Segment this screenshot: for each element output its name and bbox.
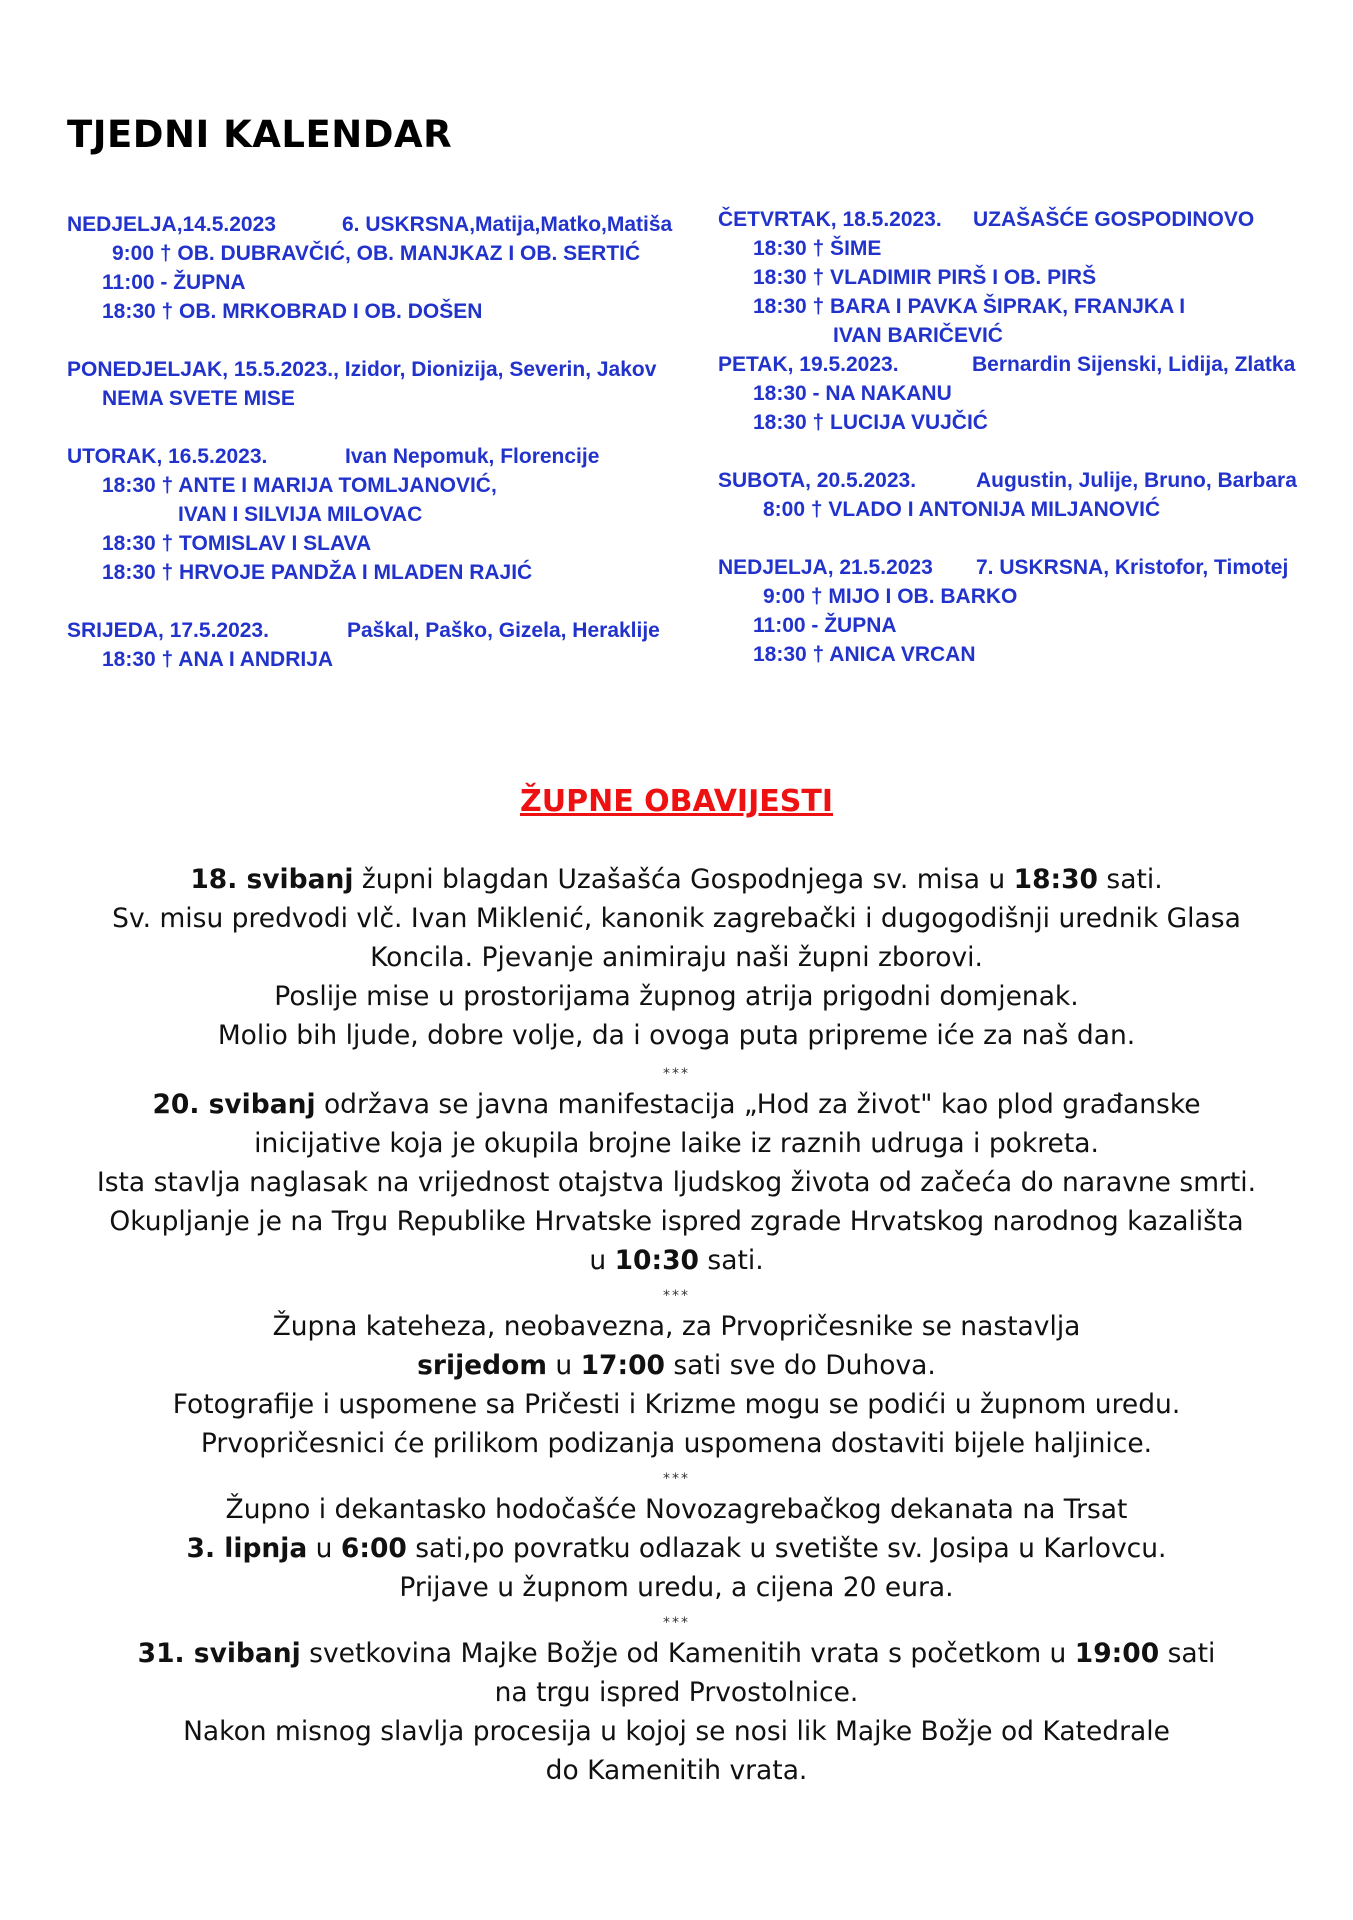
notices-body bbox=[40, 860, 1313, 1790]
notice-line: inicijative koja je okupila brojne laike iz raznih udruga i pokreta. bbox=[254, 1128, 1099, 1159]
mass-entry: 18:30 † TOMISLAV I SLAVA bbox=[102, 532, 372, 555]
day-header bbox=[67, 442, 687, 471]
day-header bbox=[67, 355, 687, 384]
day-feast: UZAŠAŠĆE GOSPODINOVO bbox=[973, 208, 1255, 231]
notice-line: Poslije mise u prostorijama župnog atrija prigodni domjenak. bbox=[274, 981, 1079, 1012]
mass-entry-continued: IVAN I SILVIJA MILOVAC bbox=[178, 503, 423, 526]
mass-entry: 18:30 † ŠIME bbox=[753, 237, 882, 260]
day-feast: Paškal, Paško, Gizela, Heraklije bbox=[347, 619, 660, 642]
mass-entry: 9:00 † MIJO I OB. BARKO bbox=[763, 585, 1018, 608]
mass-entry: 18:30 † LUCIJA VUJČIĆ bbox=[753, 411, 988, 434]
notice-line: do Kamenitih vrata. bbox=[545, 1755, 808, 1786]
separator: *** bbox=[663, 1066, 690, 1082]
notice-line: Prijave u župnom uredu, a cijena 20 eura. bbox=[399, 1572, 954, 1603]
mass-entry: 18:30 - NA NAKANU bbox=[753, 382, 952, 405]
notice-line: na trgu ispred Prvostolnice. bbox=[494, 1677, 859, 1708]
mass-entry: 11:00 - ŽUPNA bbox=[753, 614, 897, 637]
notice-line: 3. lipnja u 6:00 sati,po povratku odlazak u svetište sv. Josipa u Karlovcu. bbox=[186, 1533, 1167, 1564]
notice-line: 31. svibanj svetkovina Majke Božje od Kamenitih vrata s početkom u 19:00 sati bbox=[137, 1638, 1216, 1669]
day-date: PONEDJELJAK, 15.5.2023., Izidor, Dionizija, Severin, Jakov bbox=[67, 358, 657, 381]
mass-entry: 18:30 † OB. MRKOBRAD I OB. DOŠEN bbox=[102, 300, 483, 323]
day-feast: 6. USKRSNA,Matija,Matko,Matiša bbox=[342, 213, 673, 236]
notice-line: Prvopričesnici će prilikom podizanja uspomena dostaviti bijele haljinice. bbox=[200, 1428, 1153, 1459]
notice-line: Koncila. Pjevanje animiraju naši župni zborovi. bbox=[370, 942, 983, 973]
calendar-right-column bbox=[718, 205, 1338, 669]
day-feast: Bernardin Sijenski, Lidija, Zlatka bbox=[972, 353, 1296, 376]
notice-line: srijedom u 17:00 sati sve do Duhova. bbox=[417, 1350, 936, 1381]
mass-entry: 18:30 † BARA I PAVKA ŠIPRAK, FRANJKA I bbox=[753, 295, 1186, 318]
day-date: NEDJELJA,14.5.2023 bbox=[67, 213, 276, 236]
day-date: PETAK, 19.5.2023. bbox=[718, 353, 899, 376]
notice-line: Župna kateheza, neobavezna, za Prvopričesnike se nastavlja bbox=[272, 1311, 1081, 1342]
notices-heading: ŽUPNE OBAVIJESTI bbox=[520, 784, 833, 819]
calendar-left-column bbox=[67, 210, 687, 674]
notice-line: Fotografije i uspomene sa Pričesti i Krizme mogu se podići u župnom uredu. bbox=[172, 1389, 1181, 1420]
mass-entry: 11:00 - ŽUPNA bbox=[102, 271, 246, 294]
day-feast: 7. USKRSNA, Kristofor, Timotej bbox=[976, 556, 1289, 579]
day-header bbox=[718, 350, 1338, 379]
separator: *** bbox=[663, 1288, 690, 1304]
notice-line: Okupljanje je na Trgu Republike Hrvatske ispred zgrade Hrvatskog narodnog kazališta bbox=[109, 1206, 1244, 1237]
separator: *** bbox=[663, 1615, 690, 1631]
notice-line: Sv. misu predvodi vlč. Ivan Miklenić, kanonik zagrebački i dugogodišnji urednik Glasa bbox=[112, 903, 1241, 934]
day-header bbox=[718, 205, 1338, 234]
mass-entry: 8:00 † VLADO I ANTONIJA MILJANOVIĆ bbox=[763, 498, 1161, 521]
mass-entry: 18:30 † HRVOJE PANDŽA I MLADEN RAJIĆ bbox=[102, 561, 533, 584]
day-header bbox=[67, 616, 687, 645]
day-date: UTORAK, 16.5.2023. bbox=[67, 445, 268, 468]
day-feast: Ivan Nepomuk, Florencije bbox=[345, 445, 600, 468]
notice-line: Nakon misnog slavlja procesija u kojoj se nosi lik Majke Božje od Katedrale bbox=[183, 1716, 1170, 1747]
notice-line: Župno i dekantasko hodočašće Novozagrebačkog dekanata na Trsat bbox=[225, 1494, 1128, 1525]
mass-entry: 18:30 † ANA I ANDRIJA bbox=[102, 648, 334, 671]
notice-line: Ista stavlja naglasak na vrijednost otajstva ljudskog života od začeća do naravne smrti. bbox=[96, 1167, 1257, 1198]
separator: *** bbox=[663, 1471, 690, 1487]
mass-entry: NEMA SVETE MISE bbox=[102, 387, 295, 410]
day-date: ČETVRTAK, 18.5.2023. bbox=[718, 208, 942, 231]
notice-line: 20. svibanj održava se javna manifestacija „Hod za život" kao plod građanske bbox=[152, 1089, 1201, 1120]
mass-entry: 18:30 † ANICA VRCAN bbox=[753, 643, 976, 666]
day-date: NEDJELJA, 21.5.2023 bbox=[718, 556, 933, 579]
notice-line: Molio bih ljude, dobre volje, da i ovoga puta pripreme iće za naš dan. bbox=[217, 1020, 1136, 1051]
mass-entry-continued: IVAN BARIČEVIĆ bbox=[833, 324, 1003, 347]
mass-entry: 18:30 † VLADIMIR PIRŠ I OB. PIRŠ bbox=[753, 266, 1097, 289]
mass-entry: 9:00 † OB. DUBRAVČIĆ, OB. MANJKAZ I OB. SERTIĆ bbox=[112, 242, 641, 265]
notice-line: u 10:30 sati. bbox=[589, 1245, 764, 1276]
notice-line: 18. svibanj župni blagdan Uzašašća Gospodnjega sv. misa u 18:30 sati. bbox=[190, 864, 1163, 895]
day-date: SRIJEDA, 17.5.2023. bbox=[67, 619, 269, 642]
day-date: SUBOTA, 20.5.2023. bbox=[718, 469, 917, 492]
day-header bbox=[718, 553, 1338, 582]
mass-entry: 18:30 † ANTE I MARIJA TOMLJANOVIĆ, bbox=[102, 474, 497, 497]
page-title: TJEDNI KALENDAR bbox=[67, 113, 453, 156]
day-header bbox=[718, 466, 1338, 495]
day-feast: Augustin, Julije, Bruno, Barbara bbox=[976, 469, 1297, 492]
day-header bbox=[67, 210, 687, 239]
